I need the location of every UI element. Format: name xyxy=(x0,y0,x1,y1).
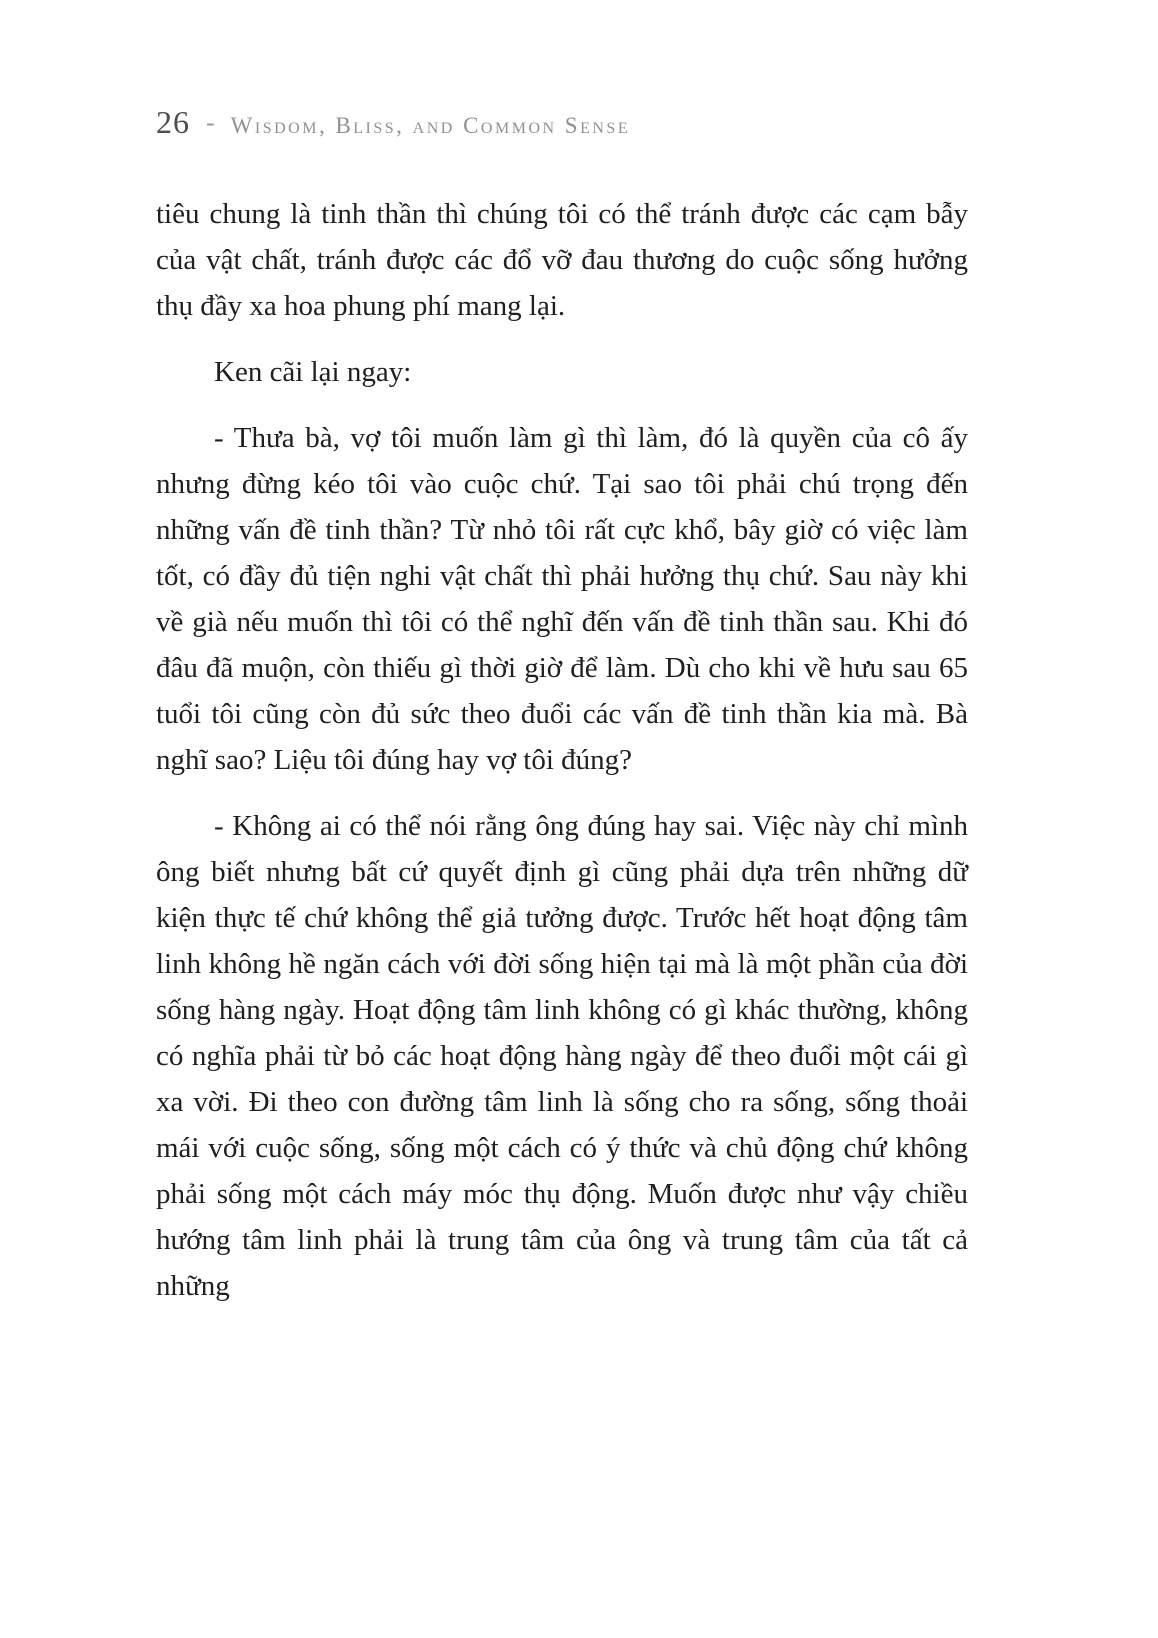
page-header xyxy=(156,104,968,141)
body-text xyxy=(156,191,968,1309)
header-separator: - xyxy=(206,108,215,137)
page-number: 26 xyxy=(156,104,190,140)
paragraph: - Thưa bà, vợ tôi muốn làm gì thì làm, đó là quyền của cô ấy nhưng đừng kéo tôi vào cuộc chứ. Tại sao tôi phải chú trọng đến những vấn đề tinh thần? Từ nhỏ tôi rất cực khổ, bây giờ có việc làm tốt, có đầy đủ tiện nghi vật chất thì phải hưởng thụ chứ. Sau này khi về già nếu muốn thì tôi có thể nghĩ đến vấn đề tinh thần sau. Khi đó đâu đã muộn, còn thiếu gì thời giờ để làm. Dù cho khi về hưu sau 65 tuổi tôi cũng còn đủ sức theo đuổi các vấn đề tinh thần kia mà. Bà nghĩ sao? Liệu tôi đúng hay vợ tôi đúng? xyxy=(156,422,968,776)
running-title: Wisdom, Bliss, and Common Sense xyxy=(230,113,631,138)
paragraph: - Không ai có thể nói rằng ông đúng hay sai. Việc này chỉ mình ông biết nhưng bất cứ quyết định gì cũng phải dựa trên những dữ kiện thực tế chứ không thể giả tưởng được. Trước hết hoạt động tâm linh không hề ngăn cách với đời sống hiện tại mà là một phần của đời sống hàng ngày. Hoạt động tâm linh không có gì khác thường, không có nghĩa phải từ bỏ các hoạt động hàng ngày để theo đuổi một cái gì xa vời. Đi theo con đường tâm linh là sống cho ra sống, sống thoải mái với cuộc sống, sống một cách có ý thức và chủ động chứ không phải sống một cách máy móc thụ động. Muốn được như vậy chiều hướng tâm linh phải là trung tâm của ông và trung tâm của tất cả những xyxy=(156,810,968,1302)
paragraph: tiêu chung là tinh thần thì chúng tôi có thể tránh được các cạm bẫy của vật chất, tránh được các đổ vỡ đau thương do cuộc sống hưởng thụ đầy xa hoa phung phí mang lại. xyxy=(156,198,968,322)
paragraph: Ken cãi lại ngay: xyxy=(214,356,412,388)
